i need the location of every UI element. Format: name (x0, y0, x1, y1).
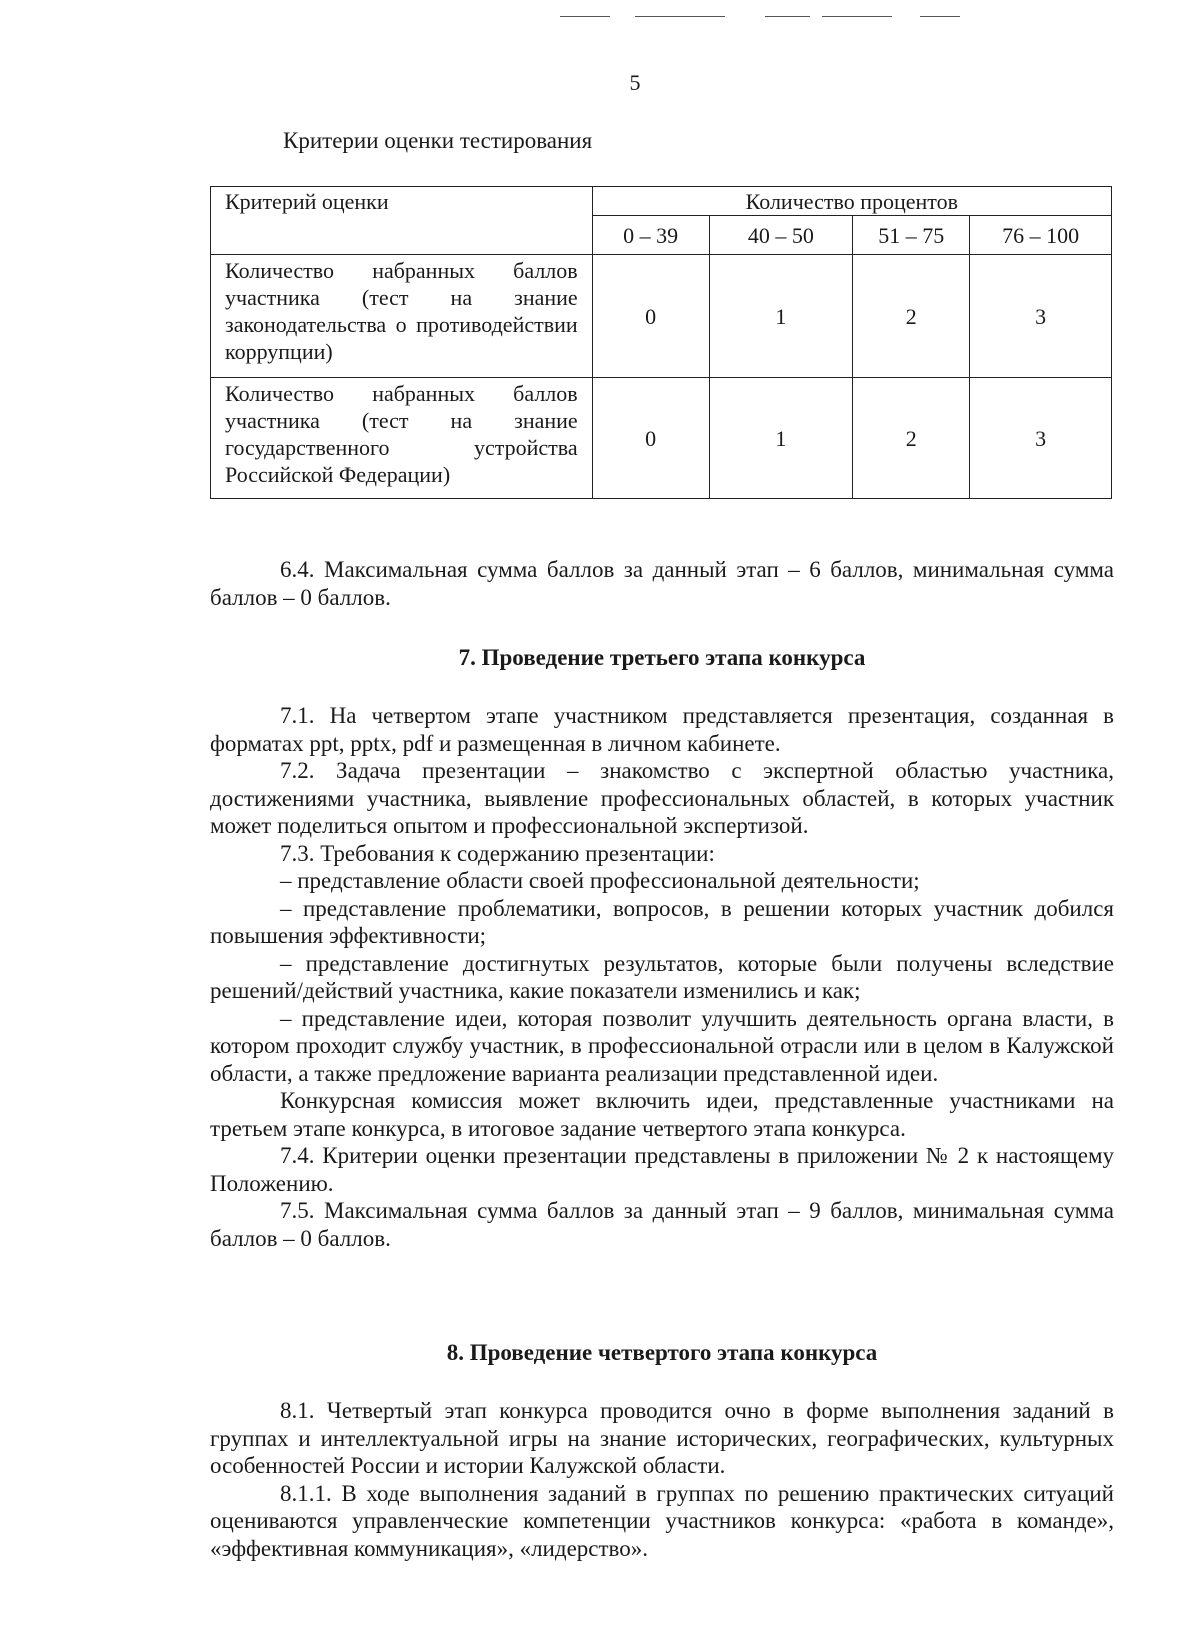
row-label-line: коррупции) (225, 339, 333, 364)
header-percent-group: Количество процентов (592, 187, 1111, 216)
paragraph-7-1: 7.1. На четвертом этапе участником представляется презентация, созданная в форматах ppt, pptx, pdf и размещенная в личном кабинете. (210, 703, 1114, 756)
range-cell: 51 – 75 (853, 216, 970, 255)
score-cell: 3 (970, 255, 1112, 378)
section-8-body (210, 1397, 1114, 1562)
score-cell: 2 (853, 378, 970, 499)
requirement-item-4: – представление идеи, которая позволит улучшить деятельность органа власти, в котором проходит службу участник, в профессиональной отрасли или в целом в Калужской области, а также предложение варианта реализации представленной идеи. (210, 1005, 1114, 1086)
table-row (211, 255, 1112, 378)
score-cell: 3 (970, 378, 1112, 499)
section-7-heading: 7. Проведение третьего этапа конкурса (458, 645, 866, 670)
page-number: 5 (629, 70, 641, 95)
requirement-item-3: – представление достигнутых результатов, которые были получены вследствие решений/действий участника, какие показатели изменились и как; (210, 950, 1114, 1003)
paragraph-7-2: 7.2. Задача презентации – знакомство с экспертной областью участника, достижениями участника, выявление профессиональных областей, в которых участник может поделиться опытом и профессиональной экспертизой. (210, 758, 1114, 838)
score-cell: 2 (853, 255, 970, 378)
range-cell: 40 – 50 (709, 216, 853, 255)
range-cell: 76 – 100 (970, 216, 1112, 255)
requirement-item-1: – представление области своей профессиональной деятельности; (280, 868, 920, 893)
row-label-line: Количество набранных баллов (225, 258, 578, 283)
requirement-item-2: – представление проблематики, вопросов, в решении которых участник добился повышения эффективности; (210, 895, 1114, 948)
row-criterion-cell (211, 255, 593, 378)
score-cell: 1 (709, 255, 853, 378)
score-cell: 0 (592, 378, 709, 499)
row-label-line: Российской Федерации) (225, 462, 451, 487)
section-8-heading: 8. Проведение четвертого этапа конкурса (446, 1340, 878, 1365)
range-cell: 0 – 39 (592, 216, 709, 255)
scan-artifact-lines (560, 16, 1180, 24)
paragraph-8-1-1: 8.1.1. В ходе выполнения заданий в группах по решению практических ситуаций оцениваются управленческие компетенции участников конкурса: «работа в команде», «эффективная коммуникация», «лидерство». (210, 1480, 1114, 1561)
table-header-row (211, 187, 1112, 216)
table-caption: Критерии оценки тестирования (283, 128, 593, 153)
row-label-line: Количество набранных баллов (225, 381, 578, 406)
paragraph-8-1: 8.1. Четвертый этап конкурса проводится очно в форме выполнения заданий в группах и интеллектуальной игры на знание исторических, географических, культурных особенностей России и истории Калужской области. (210, 1398, 1114, 1478)
header-criterion-cell (211, 187, 593, 255)
paragraph-7-4: 7.4. Критерии оценки презентации представлены в приложении № 2 к настоящему Положению. (210, 1143, 1114, 1196)
row-label-line: законодательства о противодействии (225, 312, 578, 337)
table-row (211, 378, 1112, 499)
paragraph-7-3: 7.3. Требования к содержанию презентации: (280, 840, 715, 866)
paragraph-commission: Конкурсная комиссия может включить идеи, представленные участниками на третьем этапе конкурса, в итоговое задание четвертого этапа конкурса. (210, 1088, 1114, 1141)
criteria-table (210, 186, 1112, 499)
row-label-line: участника (тест на знание (225, 285, 578, 310)
score-cell: 1 (709, 378, 853, 499)
score-cell: 0 (592, 255, 709, 378)
row-label-line: участника (тест на знание (225, 408, 578, 433)
paragraph-6-4: 6.4. Максимальная сумма баллов за данный этап – 6 баллов, минимальная сумма баллов – 0 баллов. (210, 557, 1114, 610)
section-7-body (210, 702, 1114, 1252)
paragraph-6-4-block (210, 556, 1114, 611)
header-criterion-label: Критерий оценки (225, 189, 389, 214)
row-criterion-cell (211, 378, 593, 499)
row-label-line: государственного устройства (225, 435, 578, 460)
paragraph-7-5: 7.5. Максимальная сумма баллов за данный этап – 9 баллов, минимальная сумма баллов – 0 баллов. (210, 1198, 1114, 1251)
